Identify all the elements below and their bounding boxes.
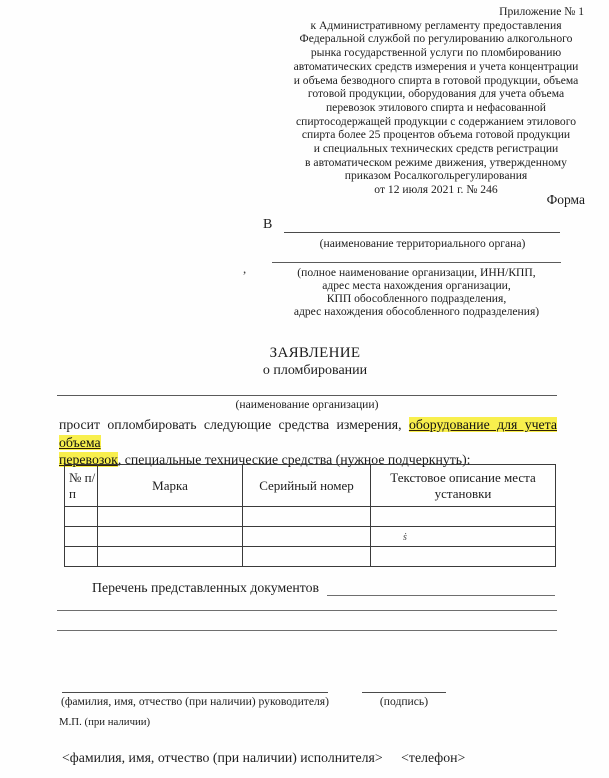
appendix-line: к Административному регламенту предоставления xyxy=(310,18,562,32)
cell-brand xyxy=(98,507,243,527)
addressee-prefix: В xyxy=(263,217,273,232)
cell-serial xyxy=(243,527,371,547)
signature-blank-line xyxy=(362,678,446,693)
title-line-1: ЗАЯВЛЕНИЕ xyxy=(269,345,361,361)
appendix-line: в автоматическом режиме движения, утвержденному xyxy=(305,155,567,169)
col-header-number: № п/п xyxy=(65,465,98,507)
request-line-1 xyxy=(59,416,557,451)
appendix-line: спирта более 25 процентов объема готовой продукции xyxy=(301,128,571,142)
form-label: Форма xyxy=(546,192,585,207)
cell-location xyxy=(371,547,556,567)
table-header-row xyxy=(65,465,556,507)
appendix-line: готовой продукции, оборудования для учета объема xyxy=(307,87,565,101)
appendix-line: автоматических средств измерения и учета концентрации xyxy=(293,59,579,73)
appendix-line: Федеральной службой по регулированию алкогольного xyxy=(299,32,573,46)
appendix-line: перевозок этилового спирта и нефасованной xyxy=(325,100,547,114)
signature-caption: (подпись) xyxy=(379,695,429,708)
cell-number xyxy=(65,547,98,567)
executor-phone-placeholder: <телефон> xyxy=(401,750,466,765)
head-name-caption: (фамилия, имя, отчество (при наличии) руководителя) xyxy=(61,695,329,708)
request-paragraph xyxy=(59,416,557,469)
cell-number xyxy=(65,507,98,527)
cell-location xyxy=(371,507,556,527)
executor-name-placeholder: <фамилия, имя, отчество (при наличии) исполнителя> xyxy=(62,750,383,765)
appendix-number: Приложение № 1 xyxy=(499,5,584,18)
document-title xyxy=(57,344,573,380)
request-text-part-1: просит опломбировать следующие средства измерения, xyxy=(59,417,409,432)
documents-list-label: Перечень представленных документов xyxy=(92,580,320,595)
appendix-order-date: от 12 июля 2021 г. № 246 xyxy=(374,183,498,197)
cell-brand xyxy=(98,547,243,567)
organization-caption-line: КПП обособленного подразделения, xyxy=(326,292,507,305)
documents-blank-line-3 xyxy=(57,616,557,631)
appendix-line: и специальных технических средств регистрации xyxy=(313,142,559,156)
cell-number xyxy=(65,527,98,547)
col-header-serial: Серийный номер xyxy=(243,465,371,507)
col-header-location: Текстовое описание места установки xyxy=(371,465,556,507)
title-line-2: о пломбировании xyxy=(262,363,368,378)
territorial-authority-caption: (наименование территориального органа) xyxy=(319,237,526,250)
col-header-brand: Марка xyxy=(98,465,243,507)
stamp-place-label: М.П. (при наличии) xyxy=(59,716,151,728)
organization-caption-line: (полное наименование организации, ИНН/КПП, xyxy=(297,266,536,279)
organization-caption-line: адрес нахождения обособленного подразделения) xyxy=(293,305,540,318)
organization-caption-block xyxy=(272,266,561,318)
territorial-authority-blank-line xyxy=(284,217,560,233)
table-row xyxy=(65,547,556,567)
appendix-line: спиртосодержащей продукции с содержанием этилового xyxy=(295,114,576,128)
devices-table xyxy=(64,464,556,567)
appendix-line: приказом Росалкогольрегулирования xyxy=(344,169,528,183)
request-text-part-2: , специальные технические средства (нужное подчеркнуть): xyxy=(117,452,471,467)
scan-artifact-mark: ṡ xyxy=(403,531,407,543)
appendix-line: и объема безводного спирта в готовой продукции, объема xyxy=(293,73,579,87)
documents-list-row xyxy=(92,580,555,596)
addressee-row xyxy=(263,217,560,233)
documents-blank-line-2 xyxy=(57,596,557,611)
table-row xyxy=(65,507,556,527)
stray-mark: , xyxy=(243,261,247,276)
highlighted-transport-text: перевозок xyxy=(59,452,118,467)
documents-blank-line xyxy=(327,581,555,596)
executor-row xyxy=(62,750,465,766)
appendix-line: рынка государственной услуги по пломбированию xyxy=(310,46,562,60)
cell-serial xyxy=(243,507,371,527)
appendix-header-block xyxy=(280,5,592,197)
organization-caption-line: адрес места нахождения организации, xyxy=(322,279,511,292)
cell-brand xyxy=(98,527,243,547)
cell-location xyxy=(371,527,556,547)
organization-name-caption: (наименование организации) xyxy=(235,398,379,411)
head-name-blank-line xyxy=(62,678,328,693)
highlighted-equipment-text: оборудование для учета объема xyxy=(59,417,557,450)
table-row xyxy=(65,527,556,547)
organization-name-blank-line xyxy=(57,381,557,396)
cell-serial xyxy=(243,547,371,567)
organization-blank-line xyxy=(272,248,561,263)
